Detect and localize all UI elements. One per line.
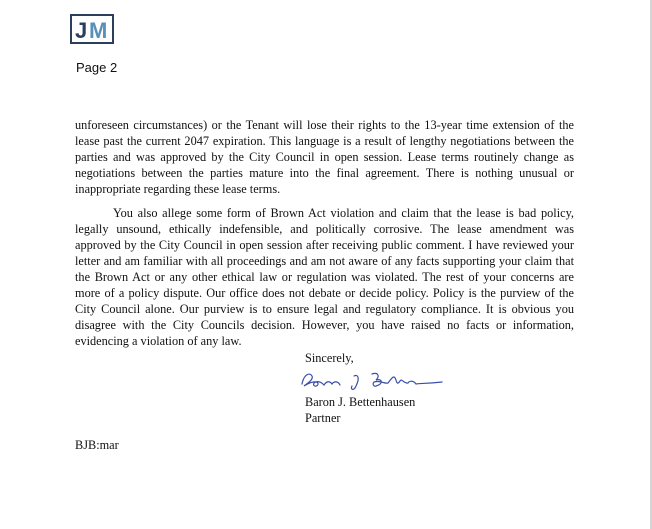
handwritten-signature	[296, 366, 446, 394]
firm-logo	[70, 14, 114, 44]
signatory-title: Partner	[305, 411, 341, 425]
reference-initials: BJB:mar	[75, 438, 119, 452]
closing-salutation: Sincerely,	[305, 351, 354, 365]
paragraph-lease-terms: unforeseen circumstances) or the Tenant will lose their rights to the 13-year time extension of the lease past the current 2047 expiration. This language is a result of lengthy negotiations between the parties and was approved by the City Council in open session. Lease terms routinely change as negotiations between the parties mature into the final agreement. There is nothing unusual or inappropriate regarding these lease terms.	[75, 118, 574, 196]
logo-letter-m: M	[89, 18, 108, 43]
logo-letter-j: J	[75, 18, 88, 43]
paragraph-brown-act: You also allege some form of Brown Act violation and claim that the lease is bad policy, legally unsound, ethically indefensible, and politically corrosive. The lease amendment was approved by the City Council in open session after receiving public comment. I have reviewed your letter and am familiar with all proceedings and am not aware of any facts supporting your claim that the Brown Act or any other ethical law or regulation was violated. The rest of your concerns are more of a policy dispute. Our office does not debate or decide policy. Policy is the purview of the City Council alone. Our purview is to ensure legal and regulatory compliance. It is obvious you disagree with the City Councils decision. However, you have raised no facts or information, evidencing a violation of any law.	[75, 206, 574, 348]
page-number: Page 2	[76, 60, 118, 75]
signatory-name: Baron J. Bettenhausen	[305, 395, 416, 409]
